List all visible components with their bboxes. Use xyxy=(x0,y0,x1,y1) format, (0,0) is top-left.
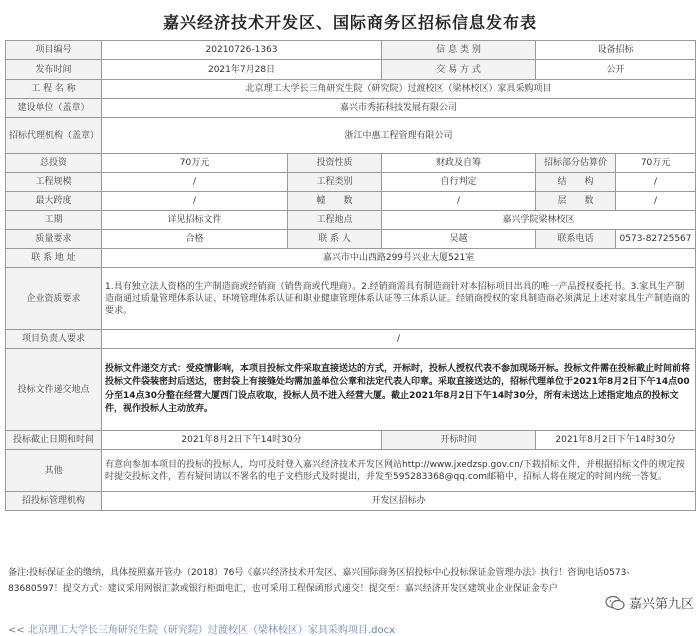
quality-label: 质量要求 xyxy=(6,230,102,249)
manager: / xyxy=(102,330,696,349)
deadline-label: 投标截止日期和时间 xyxy=(6,431,102,450)
scale: / xyxy=(102,173,288,192)
category-label: 工程类别 xyxy=(288,173,382,192)
project-no-label: 项目编号 xyxy=(6,41,102,60)
spans: / xyxy=(382,192,536,211)
category: 自行判定 xyxy=(382,173,536,192)
total-invest-label: 总投资 xyxy=(6,154,102,173)
project-no: 20210726-1363 xyxy=(102,41,382,60)
agent: 浙江中惠工程管理有限公司 xyxy=(102,118,696,154)
deadline: 2021年8月2日下午14时30分 xyxy=(102,431,382,450)
builder: 嘉兴市秀拓科技发展有限公司 xyxy=(102,99,696,118)
other-label: 其他 xyxy=(6,450,102,492)
qualification-label: 企业资质要求 xyxy=(6,268,102,330)
part-estimate-label: 招标部分估算价 xyxy=(536,154,616,173)
tender-info-table xyxy=(5,40,696,511)
floors: / xyxy=(616,192,696,211)
project-name-label: 工 程 名 称 xyxy=(6,80,102,99)
open-time-label: 开标时间 xyxy=(382,431,536,450)
floors-label: 层 数 xyxy=(536,192,616,211)
structure: / xyxy=(616,173,696,192)
manager-label: 项目负责人要求 xyxy=(6,330,102,349)
wechat-icon xyxy=(605,595,625,611)
span: / xyxy=(102,192,288,211)
publish-time-label: 发布时间 xyxy=(6,60,102,80)
structure-label: 结 构 xyxy=(536,173,616,192)
project-name: 北京理工大学长三角研究生院（研究院）过渡校区（梁林校区）家具采购项目 xyxy=(102,80,696,99)
invest-nature: 财政及自筹 xyxy=(382,154,536,173)
watermark xyxy=(605,593,694,612)
quality: 合格 xyxy=(102,230,288,249)
delivery-label: 投标文件递交地点 xyxy=(6,349,102,431)
qualification: 1.具有独立法人资格的生产制造商或经销商（销售商或代理商）。2.经销商需具有制造商针对本招标项目出具的唯一产品授权委托书。3.家具生产制造商通过质量管理体系认证、环境管理体系认证和职业健康管理体系认证等三体系认证。经销商授权的家具制造商必须满足上述对家具生产制造商的要求。 xyxy=(102,268,696,330)
phone-label: 联系电话 xyxy=(536,230,616,249)
agent-label: 招标代理机构（盖章） xyxy=(6,118,102,154)
watermark-text: 嘉兴第九区 xyxy=(628,597,694,612)
info-type-label: 信 息 类 别 xyxy=(382,41,536,60)
address: 嘉兴市中山西路299号兴业大厦521室 xyxy=(102,249,696,268)
scale-label: 工程规模 xyxy=(6,173,102,192)
other: 有意向参加本项目的投标的投标人，均可及时登入嘉兴经济技术开发区网站http://www.jxedzsp.gov.cn/下载招标文件，并根据招标文件的规定按时提交投标文件，若有疑问请以不署名的电子文档形式及时提出，并发至595283368@qq.com邮箱中，招标人将在规定的时间内统一答复。 xyxy=(102,450,696,492)
page-title: 嘉兴经济技术开发区、国际商务区招标信息发布表 xyxy=(162,13,537,32)
footer-note: 备注:投标保证金的缴纳，具体按照嘉开管办（2018）76号《嘉兴经济技术开发区、嘉兴国际商务区招投标中心投标保证金管理办法》执行！咨询电话0573-83680597！提交方式：建议采用网银汇款或银行柜面电汇，也可采用工程保函形式递交！提交至：嘉兴经济开发区建筑业企业保证金专户 xyxy=(8,568,630,594)
delivery: 投标文件递交方式：受疫情影响，本项目投标文件采取直接送达的方式，开标时，投标人授权代表不参加现场开标。投标文件需在投标截止时间前将投标文件袋装密封后送达，密封袋上有接缝处均需加盖单位公章和法定代表人印章。采取直接送达的，招标代理单位于2021年8月2日下午14点00分至14点30分整在经营大厦西门设点收取，投标人员不进入经营大厦。截止2021年8月2日下午14时30分，所有未送达上述指定地点的投标文件，视作投标人主动放弃。 xyxy=(102,349,696,431)
contact-label: 联 系 人 xyxy=(288,230,382,249)
span-label: 最大跨度 xyxy=(6,192,102,211)
period-label: 工期 xyxy=(6,211,102,230)
location: 嘉兴学院梁林校区 xyxy=(382,211,696,230)
contact: 吴越 xyxy=(382,230,536,249)
admin: 开发区招标办 xyxy=(102,492,696,511)
address-label: 联 系 地 址 xyxy=(6,249,102,268)
period: 详见招标文件 xyxy=(102,211,288,230)
open-time: 2021年8月2日下午14时30分 xyxy=(536,431,696,450)
total-invest: 70万元 xyxy=(102,154,288,173)
phone: 0573-82725567 xyxy=(616,230,696,249)
invest-nature-label: 投资性质 xyxy=(288,154,382,173)
spans-label: 幢 数 xyxy=(288,192,382,211)
attachment-link[interactable]: << 北京理工大学长三角研究生院（研究院）过渡校区（梁林校区）家具采购项目.docx xyxy=(8,625,395,636)
builder-label: 建设单位（盖章） xyxy=(6,99,102,118)
publish-time: 2021年7月28日 xyxy=(102,60,382,80)
part-estimate: 70万元 xyxy=(616,154,696,173)
info-type: 设备招标 xyxy=(536,41,696,60)
trade-mode: 公开 xyxy=(536,60,696,80)
location-label: 工程地点 xyxy=(288,211,382,230)
trade-mode-label: 交 易 方 式 xyxy=(382,60,536,80)
admin-label: 招投标管理机构 xyxy=(6,492,102,511)
